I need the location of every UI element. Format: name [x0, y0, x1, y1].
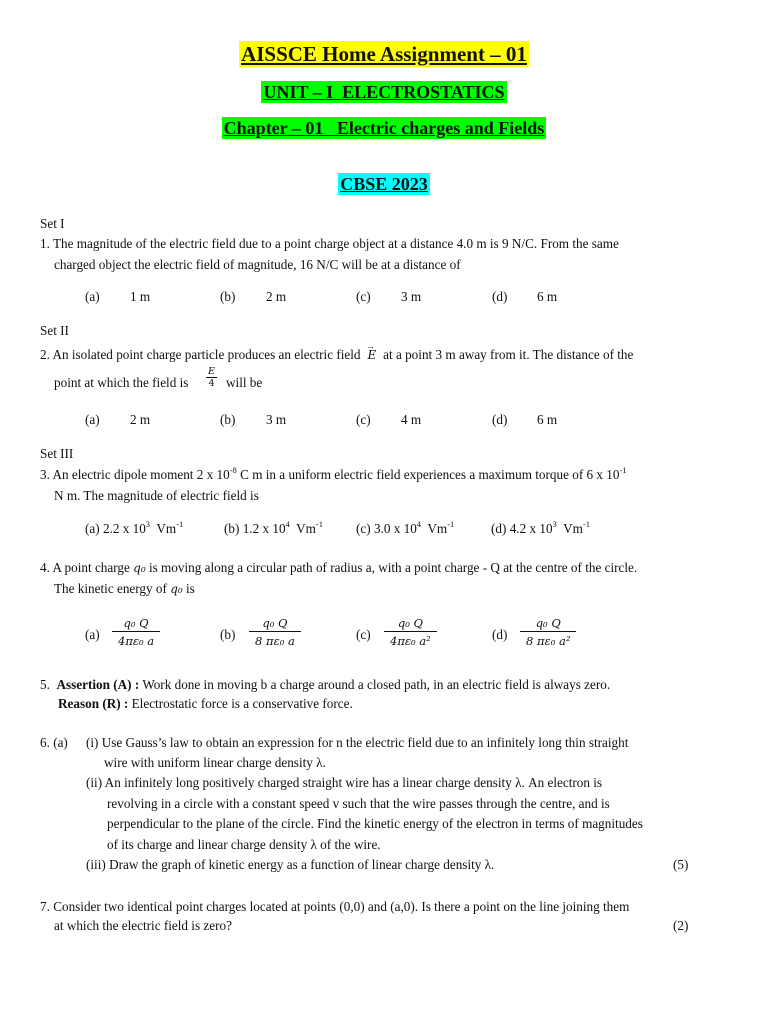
set-label: Set II	[40, 323, 69, 338]
option-value: 2 m	[266, 289, 287, 304]
question-5-assertion: 5. Assertion (A) : Work done in moving b a charge around a closed path, in an electric field is always zero.	[40, 677, 611, 692]
vector-arrow-icon: →	[365, 341, 374, 351]
assignment-title: AISSCE Home Assignment – 01	[241, 42, 527, 66]
question-2-line-end: will be	[226, 375, 263, 390]
option-fraction: $\frac{\text{q₀ Q}}{\text{4πε₀ a}}$	[112, 616, 160, 648]
question-6-part-ii: perpendicular to the plane of the circle. Find the kinetic energy of the electron in terms of magnitudes	[107, 816, 643, 831]
option-label: (a)	[85, 627, 100, 642]
option-label: (b)	[220, 412, 236, 427]
option-value: 6 m	[537, 412, 558, 427]
question-6-marks: (5)	[673, 857, 689, 872]
question-6-part-i: (i) Use Gauss’s law to obtain an expression for n the electric field due to an infinitely long thin straight	[86, 735, 629, 750]
question-4-line: 4. A point charge q₀ is moving along a circular path of radius a, with a point charge - Q at the centre of the circle.	[40, 560, 638, 575]
option-label: (c)	[356, 412, 371, 427]
question-7-line: 7. Consider two identical point charges located at points (0,0) and (a,0). Is there a point on the line joining them	[40, 899, 630, 914]
set-label: Set III	[40, 446, 74, 461]
option-item: (b) 1.2 x $10^4$ $Vm^{-1}$	[224, 519, 324, 536]
option-value: 4 m	[401, 412, 422, 427]
chapter-heading: Chapter – 01 Electric charges and Fields	[223, 118, 545, 138]
option-value: 3 m	[266, 412, 287, 427]
option-item: (c) 3.0 x $10^4$ $Vm^{-1}$	[356, 519, 455, 536]
question-6-prefix: 6. (a)	[40, 735, 68, 750]
option-item: (a) 2.2 x $10^3$ $Vm^{-1}$	[85, 519, 184, 536]
option-label: (d)	[492, 627, 508, 642]
question-6-part-ii: (ii) An infinitely long positively charged straight wire has a linear charge density λ. An electron is	[86, 775, 603, 790]
question-7-line: at which the electric field is zero?	[54, 918, 232, 933]
question-6-part-i: wire with uniform linear charge density λ.	[104, 755, 326, 770]
option-value: 2 m	[130, 412, 151, 427]
question-2-line: 2. An isolated point charge particle produces an electric field → E at a point 3 m away from it. The distance of the	[40, 341, 634, 362]
question-6-part-ii: of its charge and linear charge density λ of the wire.	[107, 837, 381, 852]
question-4-line: The kinetic energy of q₀ is	[54, 581, 195, 596]
option-label: (b)	[220, 289, 236, 304]
option-label: (b)	[220, 627, 236, 642]
option-fraction: $\frac{\text{q₀ Q}}{\text{4πε₀ a²}}$	[384, 616, 437, 648]
question-1-line: charged object the electric field of magnitude, 16 N/C will be at a distance of	[54, 257, 461, 272]
question-3-line: N m. The magnitude of electric field is	[54, 488, 259, 503]
exam-heading: CBSE 2023	[340, 174, 428, 194]
option-value: 1 m	[130, 289, 151, 304]
question-5-reason: Reason (R) : Electrostatic force is a conservative force.	[58, 696, 353, 711]
question-3-line: 3. An electric dipole moment 2 x $10^{-8}$ C m in a uniform electric field experiences a maximum torque of 6 x $10^{-1}$	[40, 465, 627, 482]
option-label: (a)	[85, 289, 100, 304]
question-6-part-ii: revolving in a circle with a constant speed v such that the wire passes through the centre, and is	[107, 796, 610, 811]
vector-e-symbol: → E	[365, 341, 377, 362]
option-label: (c)	[356, 289, 371, 304]
option-value: 3 m	[401, 289, 422, 304]
option-item: (d) 4.2 x $10^3$ $Vm^{-1}$	[491, 519, 591, 536]
set-label: Set I	[40, 216, 65, 231]
option-value: 6 m	[537, 289, 558, 304]
unit-heading: UNIT – I ELECTROSTATICS	[263, 82, 505, 102]
question-1-line: 1. The magnitude of the electric field due to a point charge object at a distance 4.0 m is 9 N/C. From the same	[40, 236, 619, 251]
option-label: (d)	[492, 412, 508, 427]
question-2-line: point at which the field is	[54, 375, 189, 390]
option-fraction: $\frac{\text{q₀ Q}}{\text{8 πε₀ a}}$	[249, 616, 301, 648]
field-fraction: $\frac{E}{4}$	[208, 366, 215, 389]
question-6-part-iii: (iii) Draw the graph of kinetic energy as a function of linear charge density λ.	[86, 857, 495, 872]
option-label: (d)	[492, 289, 508, 304]
question-7-marks: (2)	[673, 918, 689, 933]
option-label: (a)	[85, 412, 100, 427]
option-fraction: $\frac{\text{q₀ Q}}{\text{8 πε₀ a²}}$	[520, 616, 576, 648]
option-label: (c)	[356, 627, 371, 642]
